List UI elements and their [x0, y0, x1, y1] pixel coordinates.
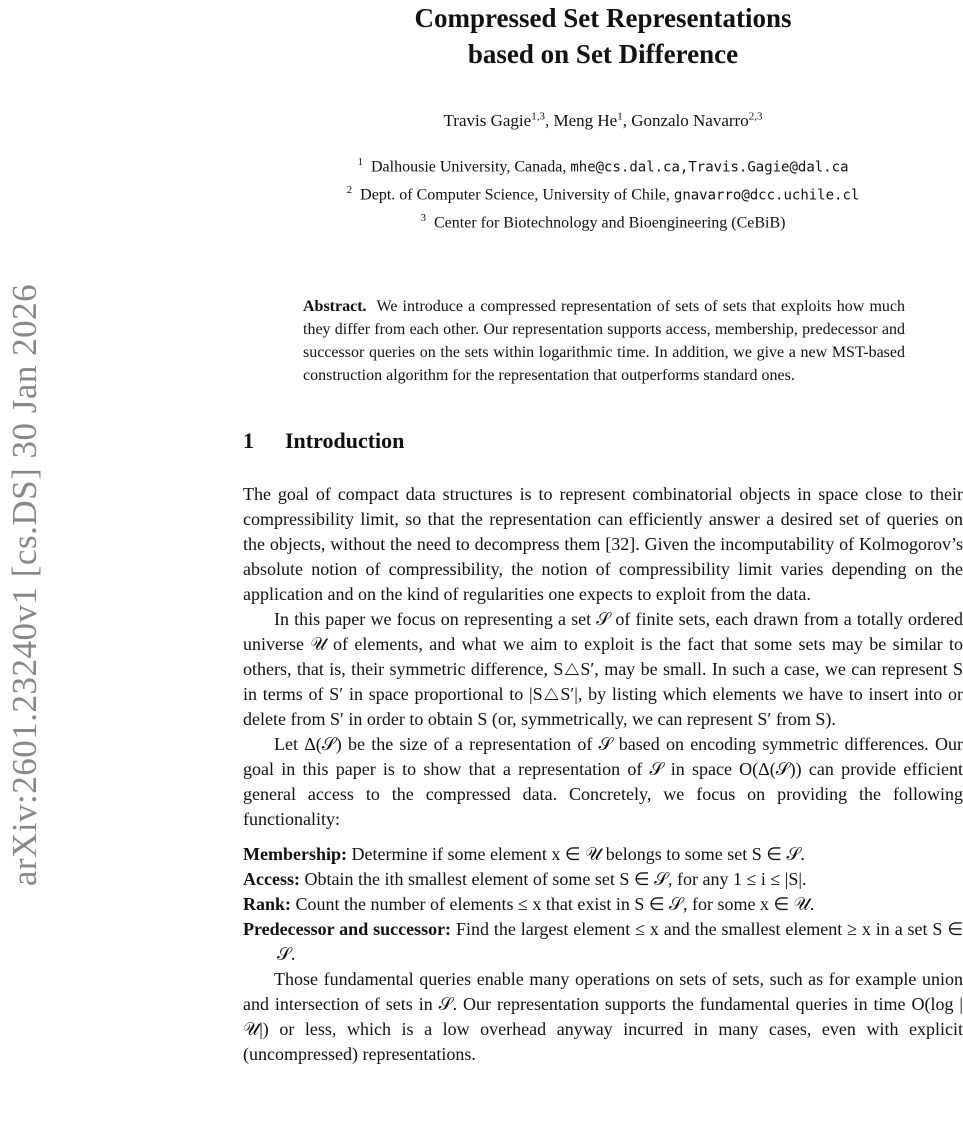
paragraph: Those fundamental queries enable many operations on sets of sets, such as for example union and intersection of sets in 𝒮. Our representation supports the fundamental queries in time O(log |𝒰|) or less, which is a low overhead anyway incurred in many cases, even with explicit (uncompressed) representations. [243, 968, 963, 1064]
paragraph: Let Δ(𝒮) be the size of a representation of 𝒮 based on encoding symmetric differences. Our goal in this paper is to show that a representation of 𝒮 in space O(Δ(𝒮)) can provide efficient general access to the compressed data. Concretely, we focus on providing the following functionality: [243, 733, 963, 829]
author: Meng He$^1$, [553, 110, 632, 130]
section-number: 1 [243, 427, 254, 453]
author: Gonzalo Navarro$^{2,3}$ [631, 110, 763, 130]
definition-item: Access: Obtain the ith smallest element of some set S ∈ 𝒮, for any 1 ≤ i ≤ |S|. [243, 868, 807, 889]
section-title: Introduction [285, 427, 405, 453]
paragraph: In this paper we focus on representing a set 𝒮 of finite sets, each drawn from a totally ordered universe 𝒰 of elements, and what we aim to exploit is the fact that some sets may be similar to others, that is, their symmetric difference, S△S′, may be small. In such a case, we can represent S in terms of S′ in space proportional to |S△S′|, by listing which elements we have to insert into or delete from S′ in order to obtain S (or, symmetrically, we can represent S′ from S). [243, 608, 963, 729]
email-link[interactable]: mhe@cs.dal.ca,Travis.Gagie@dal.ca [570, 158, 849, 175]
section-body [243, 482, 963, 1067]
affiliation: $^3$ Center for Biotechnology and Bioengineering (CeBiB) [420, 212, 786, 232]
paragraph: The goal of compact data structures is to represent combinatorial objects in space close to their compressibility limit, so that the representation can efficiently answer a desired set of queries on the objects, without the need to decompress them [32]. Given the incomputability of Kolmogorov’s absolute notion of compressibility, the notion of compressibility limit varies depending on the application and on the kind of regularities one expects to exploit from the data. [243, 483, 963, 604]
definition-item: Predecessor and successor: Find the largest element ≤ x and the smallest element ≥ x in a set S ∈ 𝒮. [243, 918, 963, 964]
arxiv-identifier: arXiv:2601.23240v1 [cs.DS] 30 Jan 2026 [5, 283, 44, 887]
affiliation: $^1$ Dalhousie University, Canada, mhe@cs.dal.ca,Travis.Gagie@dal.ca [357, 155, 849, 175]
paper-page [243, 0, 963, 1067]
affiliation: $^2$ Dept. of Computer Science, University of Chile, gnavarro@dcc.uchile.cl [346, 183, 860, 204]
abstract-label: Abstract. [303, 297, 367, 315]
definition-item: Membership: Determine if some element x ∈ 𝒰 belongs to some set S ∈ 𝒮. [243, 843, 805, 864]
section-heading [243, 428, 963, 454]
paper-title [243, 0, 963, 72]
author: Travis Gagie$^{1,3}$, [443, 110, 554, 130]
abstract [303, 295, 905, 387]
affiliations [243, 151, 963, 235]
definition-list [243, 842, 963, 967]
email-link[interactable]: gnavarro@dcc.uchile.cl [673, 187, 860, 204]
author-list [243, 110, 963, 131]
title-line-2: based on Set Difference [467, 39, 739, 69]
definition-item: Rank: Count the number of elements ≤ x that exist in S ∈ 𝒮, for some x ∈ 𝒰. [243, 893, 815, 914]
title-line-1: Compressed Set Representations [414, 3, 792, 33]
abstract-text: We introduce a compressed representation of sets of sets that exploits how much they differ from each other. Our representation supports access, membership, predecessor and successor queries on the sets within logarithmic time. In addition, we give a new MST-based construction algorithm for the representation that outperforms standard ones. [303, 297, 906, 384]
arxiv-sidebar [0, 225, 50, 945]
